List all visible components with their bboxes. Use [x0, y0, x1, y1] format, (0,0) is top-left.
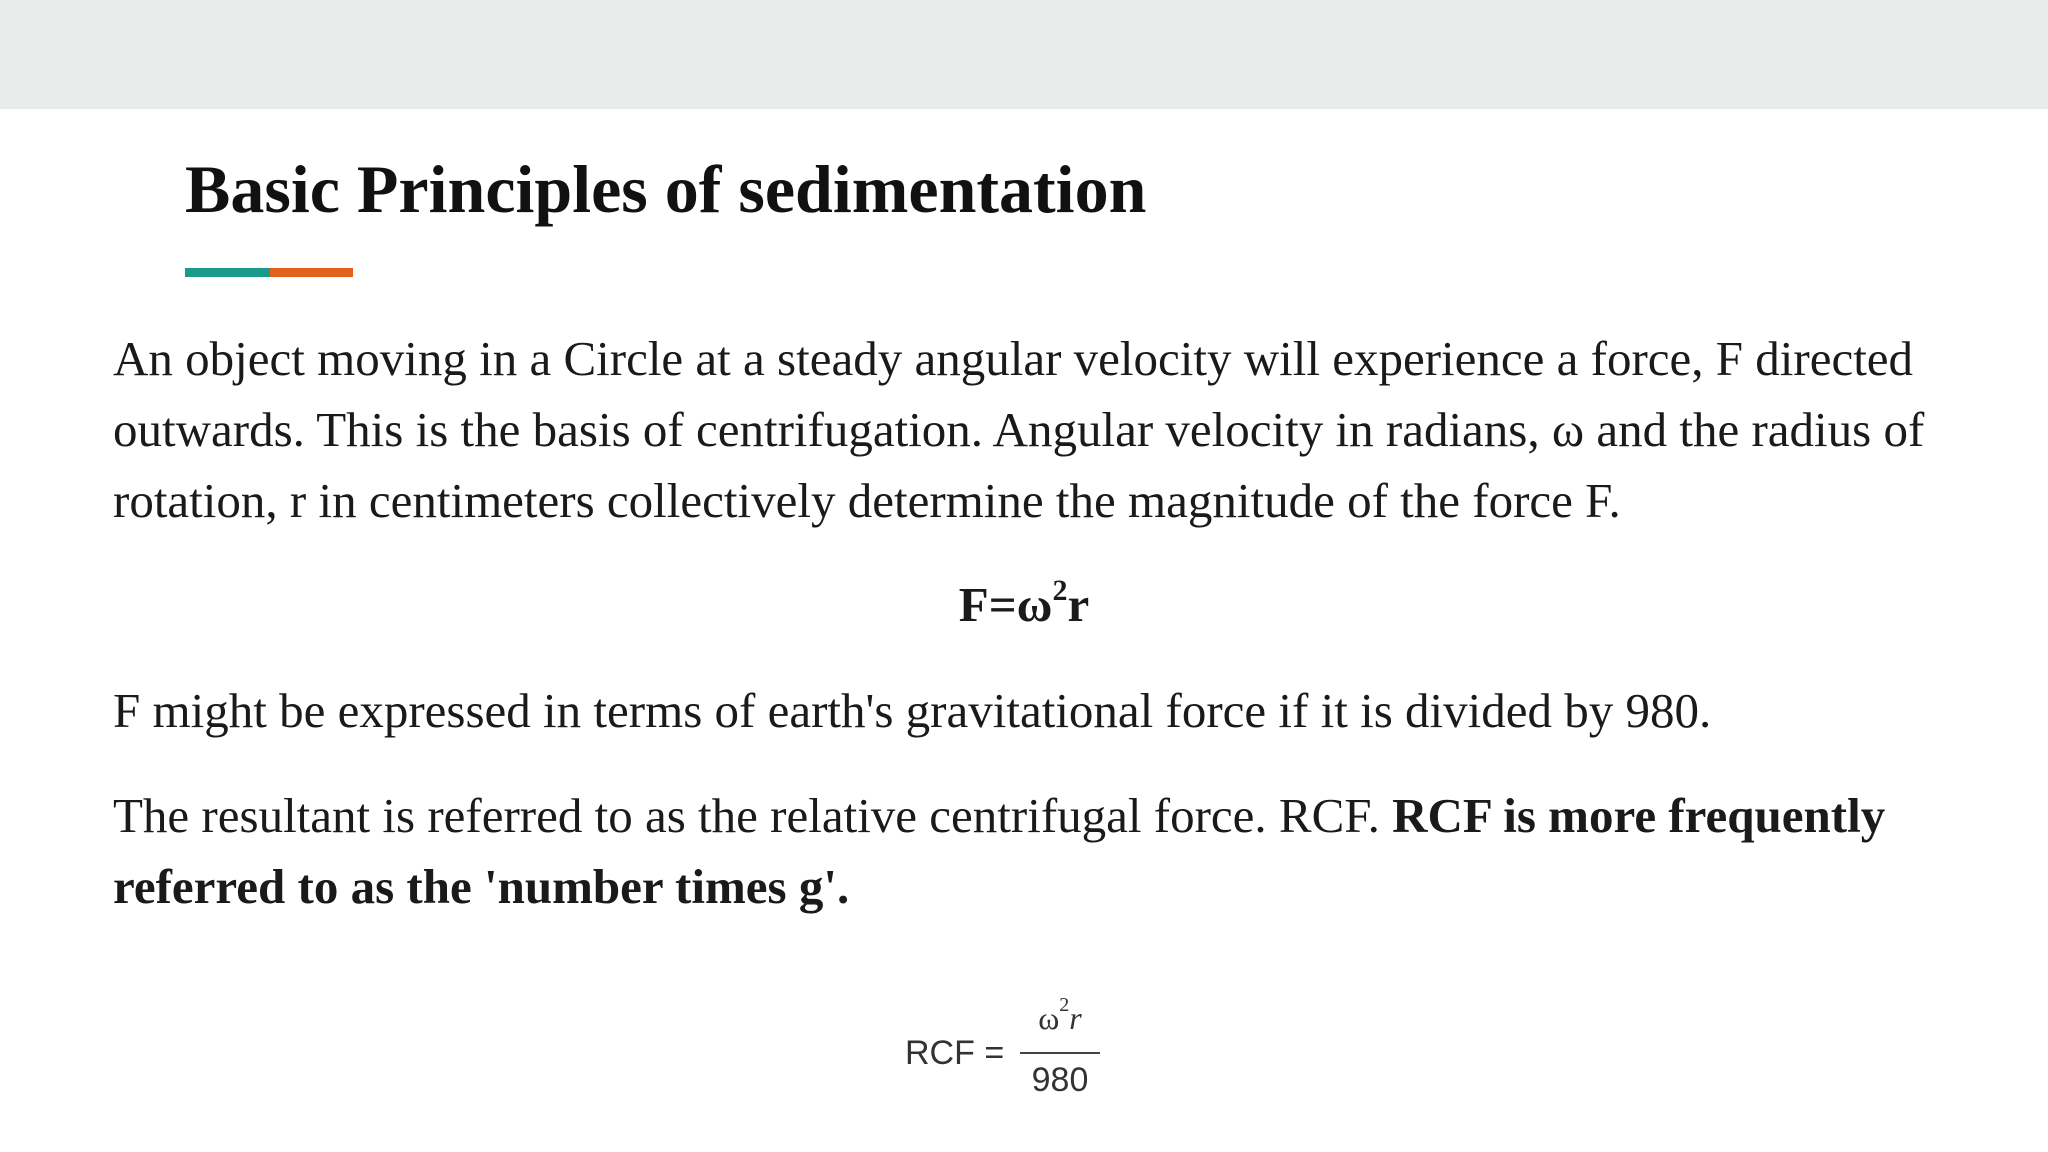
rcf-numerator-omega: ω [1038, 1000, 1060, 1036]
rcf-formula-lhs: RCF = [905, 1034, 1005, 1072]
title-underline-teal [185, 268, 270, 277]
rcf-numerator-radius: r [1069, 1000, 1082, 1036]
force-formula [0, 569, 2048, 640]
paragraph-gravitational-force: F might be expressed in terms of earth's gravitational force if it is divided by 980. [113, 683, 1712, 738]
paragraph-centrifugation-basis: An object moving in a Circle at a steady angular velocity will experience a force, F directed outwards. This is the basis of centrifugation. Angular velocity in radians, ω and the radius of rotation, r in centimeters collectively determine the magnitude of the force F. [113, 331, 1925, 528]
paragraph-rcf-bold: RCF is more frequently referred to as the 'number times g'. [113, 788, 1886, 914]
header-band [0, 0, 2048, 109]
rcf-numerator-exponent: 2 [1059, 994, 1070, 1017]
paragraph-rcf [113, 780, 2013, 922]
force-formula-rhs: r [1067, 577, 1090, 632]
force-formula-exponent: 2 [1052, 573, 1068, 607]
rcf-denominator: 980 [1031, 1061, 1089, 1099]
paragraph-rcf-plain: The resultant is referred to as the relative centrifugal force. RCF. [113, 788, 1393, 843]
force-formula-lhs: F=ω [958, 577, 1053, 632]
rcf-numerator [1020, 994, 1100, 1038]
rcf-fraction-bar [1020, 1052, 1100, 1054]
title-underline-orange [270, 268, 353, 277]
slide-title: Basic Principles of sedimentation [185, 151, 1147, 227]
